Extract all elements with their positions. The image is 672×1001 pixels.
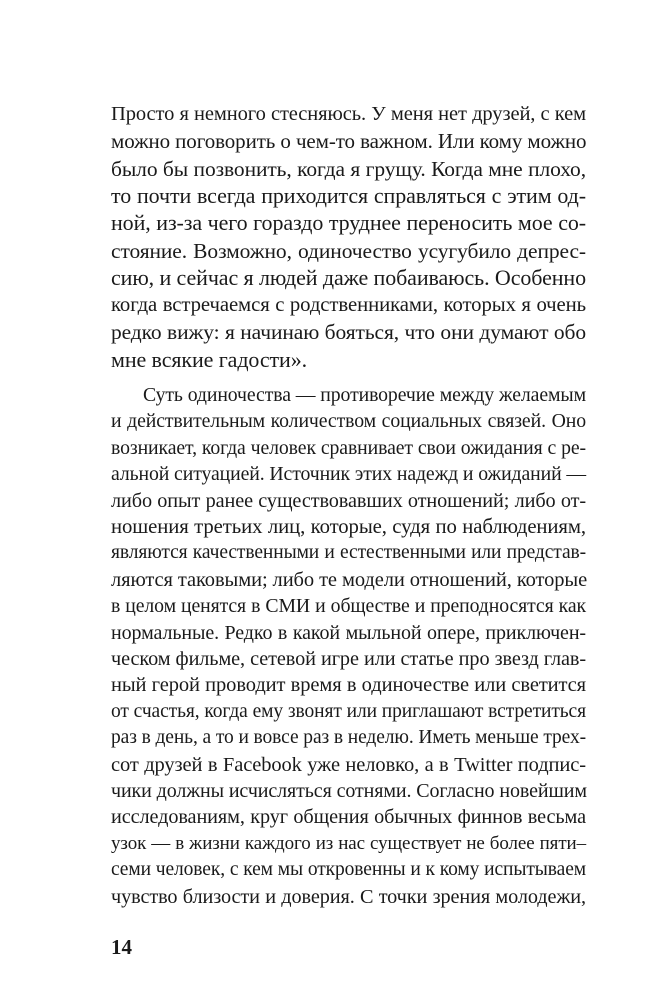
- body-line: альной ситуацией. Источник этих надежд и ожиданий —: [111, 463, 587, 486]
- quote-line: стояние. Возможно, одиночество усугубило депрес-: [111, 238, 586, 263]
- body-line: чувство близости и доверия. С точки зрения молодежи,: [111, 885, 586, 908]
- quote-line: было бы позвонить, когда я грущу. Когда мне плохо,: [111, 156, 586, 181]
- body-line: либо опыт ранее существовавших отношений; либо от-: [111, 489, 586, 512]
- quote-line: мне всякие гадости».: [111, 346, 308, 372]
- quote-line: ной, из-за чего гораздо труднее переносить мое со-: [111, 210, 586, 236]
- body-line: нормальные. Редко в какой мыльной опере, приключен-: [111, 621, 586, 644]
- body-line: являются качественными и естественными или представ-: [111, 542, 586, 564]
- body-line: чики должны исчисляться сотнями. Согласно новейшим: [111, 780, 587, 802]
- body-line: Суть одиночества — противоречие между желаемым: [143, 384, 586, 406]
- body-line: раз в день, а то и вовсе раз в неделю. Иметь меньше трех-: [111, 727, 587, 749]
- body-line: в целом ценятся в СМИ и обществе и преподносятся как: [111, 595, 586, 618]
- body-line: ляются таковыми; либо те модели отношений, которые: [111, 568, 588, 591]
- body-line: и действительным количеством социальных связей. Оно: [111, 410, 586, 433]
- page-number: 14: [111, 935, 132, 959]
- body-line: семи человек, с кем мы откровенны и к кому испытываем: [111, 859, 586, 881]
- quote-line: сию, и сейчас я людей даже побаиваюсь. Особенно: [111, 264, 586, 290]
- body-line: сот друзей в Facebook уже неловко, а в Twitter подпис-: [111, 753, 586, 776]
- quote-line: когда встречаемся с родственниками, которых я очень: [111, 294, 586, 317]
- body-line: исследованиям, круг общения обычных финнов весьма: [111, 806, 586, 829]
- body-line: ческом фильме, сетевой игре или статье про звезд глав-: [111, 648, 586, 670]
- body-line: возникает, когда человек сравнивает свои ожидания с ре-: [111, 436, 586, 459]
- quote-line: Просто я немного стесняюсь. У меня нет друзей, с кем: [111, 103, 586, 125]
- body-line: узок — в жизни каждого из нас существует не более пяти–: [111, 832, 586, 854]
- body-line: ный герой проводит время в одиночестве или светится: [111, 674, 586, 697]
- quote-line: редко вижу: я начинаю бояться, что они думают обо: [111, 320, 586, 345]
- quote-line: можно поговорить о чем-то важном. Или кому можно: [111, 129, 587, 154]
- body-line: ношения третьих лиц, которые, судя по наблюдениям,: [111, 516, 586, 538]
- quote-line: то почти всегда приходится справляться с этим од-: [111, 182, 586, 208]
- body-line: от счастья, когда ему звонят или приглашают встретиться: [111, 700, 586, 722]
